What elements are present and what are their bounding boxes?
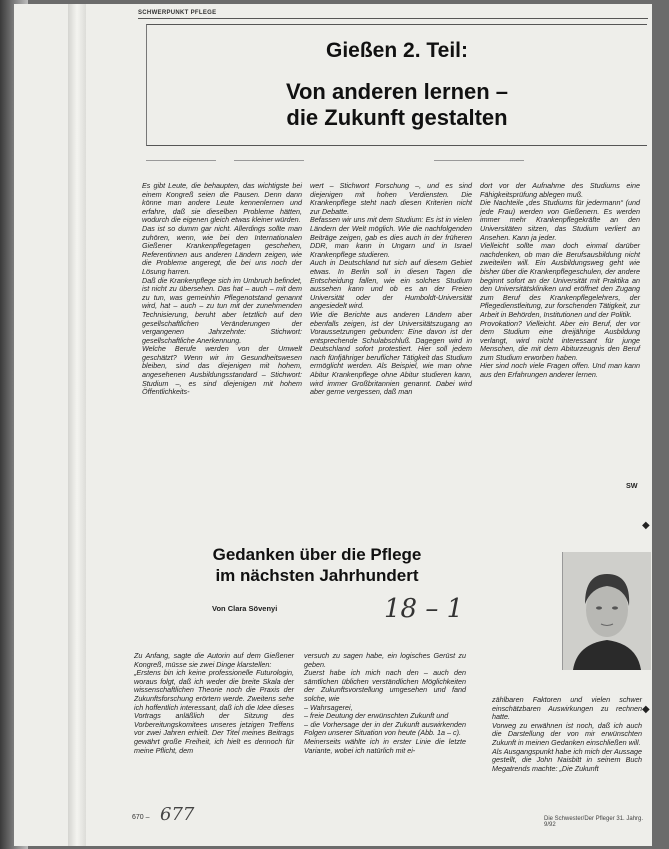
page-fold [68, 4, 86, 846]
divider [146, 160, 216, 161]
article2-title: Gedanken über die Pflege im nächsten Jahrhundert [212, 545, 422, 585]
header-rule [138, 18, 648, 19]
article1-title-box [146, 24, 647, 146]
article1-column-2: wert – Stichwort Forschung –, und es sind diejenigen mit hohen Verdiensten. Die Krankenpflege steht nach diesen Kriterien nicht zur Debatte. Befassen wir uns mit dem Studium: Es ist in vielen Ländern der Welt möglich. Wie die nachfolgenden Beiträge zeigen, gab es dies auch in der früheren DDR, man kann in Ungarn und in Israel Krankenpflege studieren. Auch in Deutschland tut sich auf diesem Gebiet etwas. In Berlin soll in diesen Tagen die Entscheidung fallen, wie ein solches Studium aussehen kann und ob es an der Freien Universität oder der Humboldt-Universität angesiedelt wird. Wie die Berichte aus anderen Ländern aber ebenfalls zeigen, ist der Universitätszugang an Voraussetzungen gebunden: Eine davon ist der entsprechende Schulabschluß. Dagegen wird in Deutschland sofort protestiert. Hier soll jedem nach fünfjähriger beruflicher Tätigkeit das Studium ermöglicht werden. Als Beispiel, wie man ohne Abitur Krankenpflege ohne Abitur studieren kann, wird immer Großbritannien genannt. Dabei wird aber gerne vergessen, daß man [310, 181, 472, 397]
article1-part-heading: Gießen 2. Teil: [326, 39, 468, 62]
handwritten-page-number: 677 [160, 804, 195, 825]
article2-column-1: Zu Anfang, sagte die Autorin auf dem Gießener Kongreß, müsse sie zwei Dinge klarstellen: „Erstens bin ich keine professionelle Futurologin, woraus folgt, daß ich weder die breite Skala der wissenschaftlichen Theorie noch die Praxis der Zukunftsforschung erörtern werde. Zweitens sehe ich hoffentlich interessant, daß ich die Idee dieses Vortrags anläßlich der Sitzung des Vorbereitungskomitees unseres jetzigen Treffens vor zwei Jahren erhielt. Der Titel meines Beitrags gewährt große Freiheit, ich hielt es dennoch für meine Pflicht, dem [134, 651, 294, 755]
article1-column-1: Es gibt Leute, die behaupten, das wichtigste bei einem Kongreß seien die Pausen. Denn dann könne man andere Leute kennenlernen und erfahre, daß sie dieselben Probleme hätten, wodurch die eigenen gleich etwas kleiner würden. Das ist so dumm gar nicht. Allerdings sollte man zuhören, wenn, wie bei den Internationalen Gießener Krankenpflegetagen geschehen, Referentinnen aus anderen Ländern zeigen, wie die Probleme angeregt, die bei uns noch der Lösung harren. Daß die Krankenpflege sich im Umbruch befindet, ist nicht zu übersehen. Das hat – auch – mit dem zu tun, was gemeinhin Pflegenotstand genannt wird, hat – auch – zu tun mit der zunehmenden Technisierung, beruht aber letztlich auf den gesellschaftlichen Veränderungen der vergangenen Jahrzehnte: Stichwort: gesellschaftliche Anerkennung. Welche Berufe werden von der Umwelt geschätzt? Wenn wir im Gesundheitswesen bleiben, sind das diejenigen mit hohem, angesehenen Ausbildungsstandard – Stichwort: Studium –, es sind diejenigen mit hohem Öffentlichkeits- [142, 181, 302, 397]
edge-mark: ◆ [642, 520, 650, 531]
section-tag: SCHWERPUNKT PFLEGE [138, 10, 217, 16]
author-photo [562, 552, 651, 670]
article1-title: Von anderen lernen – die Zukunft gestalten [285, 79, 509, 130]
handwritten-note: 18 – 1 [384, 594, 464, 624]
divider [234, 160, 304, 161]
source-line: Die Schwester/Der Pfleger 31. Jahrg. 9/92 [544, 816, 644, 828]
article1-column-3: dort vor der Aufnahme des Studiums eine Fähigkeitsprüfung ablegen muß. Die Nachteile „des Studiums für jedermann“ (und jede Frau) werden von Gießenern. Es werden immer mehr Krankenpflegekräfte an den Universitäten sitzen, das Studium verliert an Ansehen. Kann ja jeder. Vielleicht sollte man doch einmal darüber nachdenken, ob man die Berufsausbildung nicht zweiteilen will. Ein Ausbildungsweg geht wie bisher über die Krankenpflegeschulen, der andere beginnt sofort an der Universität mit Praktika an den Universitätskliniken und eröffnet den Zugang zum Beruf des Krankenpflegelehrers, der Pflegedienstleitung, zur forschenden Tätigkeit, zur Arbeit in Behörden, Institutionen und der Politik. Provokation? Vielleicht. Aber ein Beruf, der vor dem Studium eine dreijährige Ausbildung verlangt, wird nicht interessant für junge Menschen, die mit dem Abiturzeugnis den Beruf zum Studium erworben haben. Hier sind noch viele Fragen offen. Und man kann aus den Erfahrungen anderer lernen. [480, 181, 640, 380]
magazine-page [14, 4, 652, 846]
page-number: 670 – [132, 814, 150, 821]
article2-column-2: versuch zu sagen habe, ein logisches Gerüst zu geben. Zuerst habe ich mich nach den – auch den sämtlichen üblichen verständlichen Möglichkeiten der Zukunftsvorstellung umgesehen und fand solche, wie – Wahrsagerei, – freie Deutung der erwünschten Zukunft und – die Vorhersage der in der Zukunft auswirkenden Folgen unserer Situation von heute (Abb. 1a – c). Meinerseits wählte ich in erster Linie die letzte Variante, wobei ich natürlich mit ei- [304, 651, 466, 755]
article2-byline: Von Clara Sövenyi [212, 604, 278, 613]
edge-mark: ◆ [642, 704, 650, 715]
article1-signature: SW [626, 481, 638, 490]
article2-column-3: zählbaren Faktoren und vielen schwer einschätzbaren Auswirkungen zu rechnen hatte. Vorweg zu erwähnen ist noch, daß ich auch die Darstellung der von mir erwünschten Zukunft in meinen Gedanken einschließen will. Als Ausgangspunkt habe ich mich der Aussage gestellt, die John Naisbitt in seinem Buch Megatrends machte: „Die Zukunft [492, 695, 642, 773]
divider [434, 160, 524, 161]
